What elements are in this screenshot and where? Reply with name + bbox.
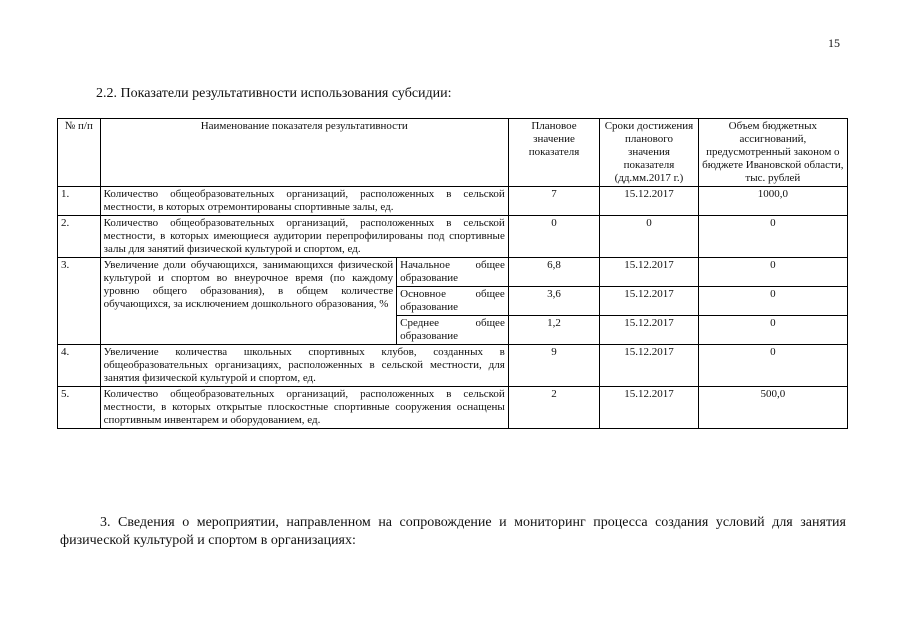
page-number: 15 <box>828 36 840 50</box>
row-deadline: 15.12.2017 <box>600 345 698 387</box>
row-budget: 0 <box>698 345 847 387</box>
table-row <box>58 258 848 287</box>
row-planned: 6,8 <box>508 258 599 287</box>
row-num: 2. <box>58 216 101 258</box>
row-name: Количество общеобразовательных организаций, расположенных в сельской местности, в которых открытые плоскостные спортивные сооружения оснащены спортивным инвентарем и оборудованием, ед. <box>100 387 508 429</box>
row-budget: 0 <box>698 258 847 287</box>
row-num: 5. <box>58 387 101 429</box>
row-deadline: 15.12.2017 <box>600 258 698 287</box>
row-budget: 0 <box>698 316 847 345</box>
table-row <box>58 216 848 258</box>
row-planned: 1,2 <box>508 316 599 345</box>
row-deadline: 15.12.2017 <box>600 316 698 345</box>
table-row <box>58 387 848 429</box>
row-budget: 0 <box>698 287 847 316</box>
header-deadline: Сроки достижения планового значения показателя (дд.мм.2017 г.) <box>600 119 698 187</box>
header-name: Наименование показателя результативности <box>100 119 508 187</box>
row-planned: 9 <box>508 345 599 387</box>
table-header-row <box>58 119 848 187</box>
row-num: 3. <box>58 258 101 345</box>
table-row <box>58 345 848 387</box>
header-budget: Объем бюджетных ассигнований, предусмотренный законом о бюджете Ивановской области, тыс. рублей <box>698 119 847 187</box>
row-budget: 500,0 <box>698 387 847 429</box>
row-planned: 2 <box>508 387 599 429</box>
row-planned: 3,6 <box>508 287 599 316</box>
section-heading: 2.2. Показатели результативности использования субсидии: <box>96 86 452 101</box>
row-name: Увеличение количества школьных спортивных клубов, созданных в общеобразовательных организациях, расположенных в сельской местности, для занятия физической культурой и спортом, ед. <box>100 345 508 387</box>
section-3-paragraph: 3. Сведения о мероприятии, направленном на сопровождение и мониторинг процесса создания условий для занятия физической культурой и спортом в организациях: <box>60 515 846 548</box>
row-num: 1. <box>58 187 101 216</box>
sub-level: Среднее общее образование <box>397 316 509 345</box>
row-name: Количество общеобразовательных организаций, расположенных в сельской местности, в которых имеющиеся аудитории перепрофилированы под спортивные залы для занятий физической культурой и спортом, ед. <box>100 216 508 258</box>
row-name: Количество общеобразовательных организаций, расположенных в сельской местности, в которых отремонтированы спортивные залы, ед. <box>100 187 508 216</box>
indicators-table <box>57 118 848 429</box>
row-deadline: 15.12.2017 <box>600 187 698 216</box>
row-deadline: 15.12.2017 <box>600 387 698 429</box>
header-planned: Плановое значение показателя <box>508 119 599 187</box>
sub-level: Начальное общее образование <box>397 258 509 287</box>
row-deadline: 15.12.2017 <box>600 287 698 316</box>
row-deadline: 0 <box>600 216 698 258</box>
header-num: № п/п <box>58 119 101 187</box>
row-planned: 0 <box>508 216 599 258</box>
row-name: Увеличение доли обучающихся, занимающихся физической культурой и спортом во внеурочное время (по каждому уровню общего образования), в общем количестве обучающихся, за исключением дошкольного образования, % <box>100 258 397 345</box>
table-row <box>58 187 848 216</box>
row-num: 4. <box>58 345 101 387</box>
row-budget: 0 <box>698 216 847 258</box>
row-planned: 7 <box>508 187 599 216</box>
row-budget: 1000,0 <box>698 187 847 216</box>
sub-level: Основное общее образование <box>397 287 509 316</box>
